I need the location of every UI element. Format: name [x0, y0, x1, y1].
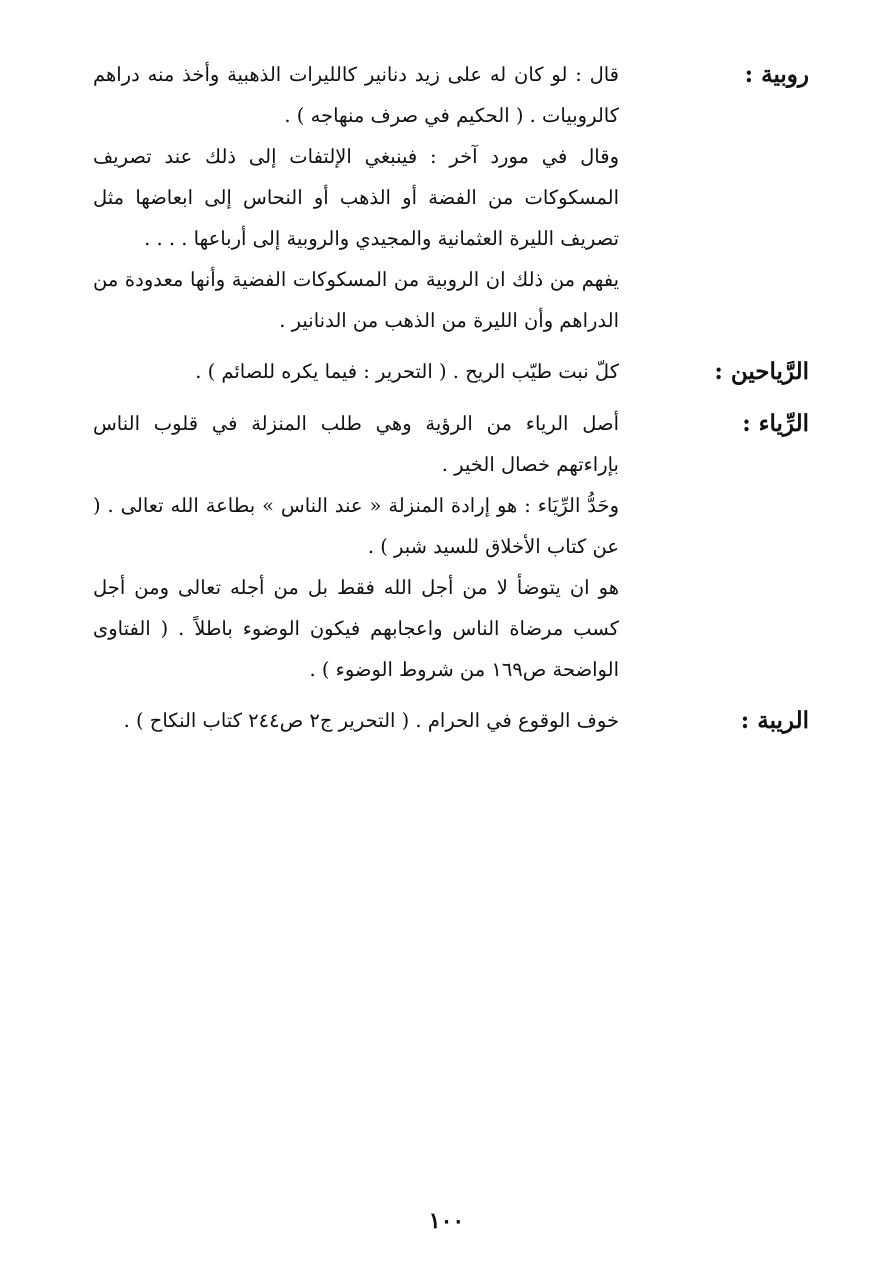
entry-rupee: [87, 54, 809, 341]
entry-definition: [93, 700, 619, 741]
page-number: ١٠٠: [428, 1208, 465, 1234]
definition-paragraph: وحَدُّ الرِّيَاء : هو إرادة المنزلة « عند الناس » بطاعة الله تعالى . ( عن كتاب الأخلاق للسيد شبر ) .: [93, 494, 619, 558]
entry-term: الريبة :: [740, 707, 809, 734]
definition-paragraph: وقال في مورد آخر : فينبغي الإلتفات إلى ذلك عند تصريف المسكوكات من الفضة أو الذهب أو النحاس إلى ابعاضها مثل تصريف الليرة العثمانية والمجيدي والروبية إلى أرباعها . . . .: [93, 145, 619, 250]
entry-definition: [93, 403, 619, 690]
entry-definition: [93, 351, 619, 392]
entry-term: الرَّياحين :: [714, 358, 809, 385]
entry-term: روبية :: [744, 61, 809, 88]
entry-basil: [87, 351, 809, 393]
definition-paragraph: هو ان يتوضأ لا من أجل الله فقط بل من أجله تعالى ومن أجل كسب مرضاة الناس واعجابهم فيكون الوضوء باطلاً . ( الفتاوى الواضحة ص١٦٩ من شروط الوضوء ) .: [93, 576, 619, 681]
glossary-entries: [87, 54, 809, 752]
definition-paragraph: كلّ نبت طيّب الريح . ( التحرير : فيما يكره للصائم ) .: [195, 360, 619, 383]
definition-paragraph: قال : لو كان له على زيد دنانير كالليرات الذهبية وأخذ منه دراهم كالروبيات . ( الحكيم في صرف منهاجه ) .: [93, 63, 619, 127]
entry-hypocrisy: [87, 403, 809, 690]
entry-doubt: [87, 700, 809, 742]
entry-term: الرِّياء :: [742, 410, 809, 437]
entry-definition: [93, 54, 619, 341]
definition-paragraph: أصل الرياء من الرؤية وهي طلب المنزلة في قلوب الناس بإراءتهم خصال الخير .: [93, 412, 619, 476]
definition-paragraph: يفهم من ذلك ان الروبية من المسكوكات الفضية وأنها معدودة من الدراهم وأن الليرة من الذهب من الدنانير .: [93, 268, 619, 332]
definition-paragraph: خوف الوقوع في الحرام . ( التحرير ج٢ ص٢٤٤ كتاب النكاح ) .: [123, 709, 619, 732]
